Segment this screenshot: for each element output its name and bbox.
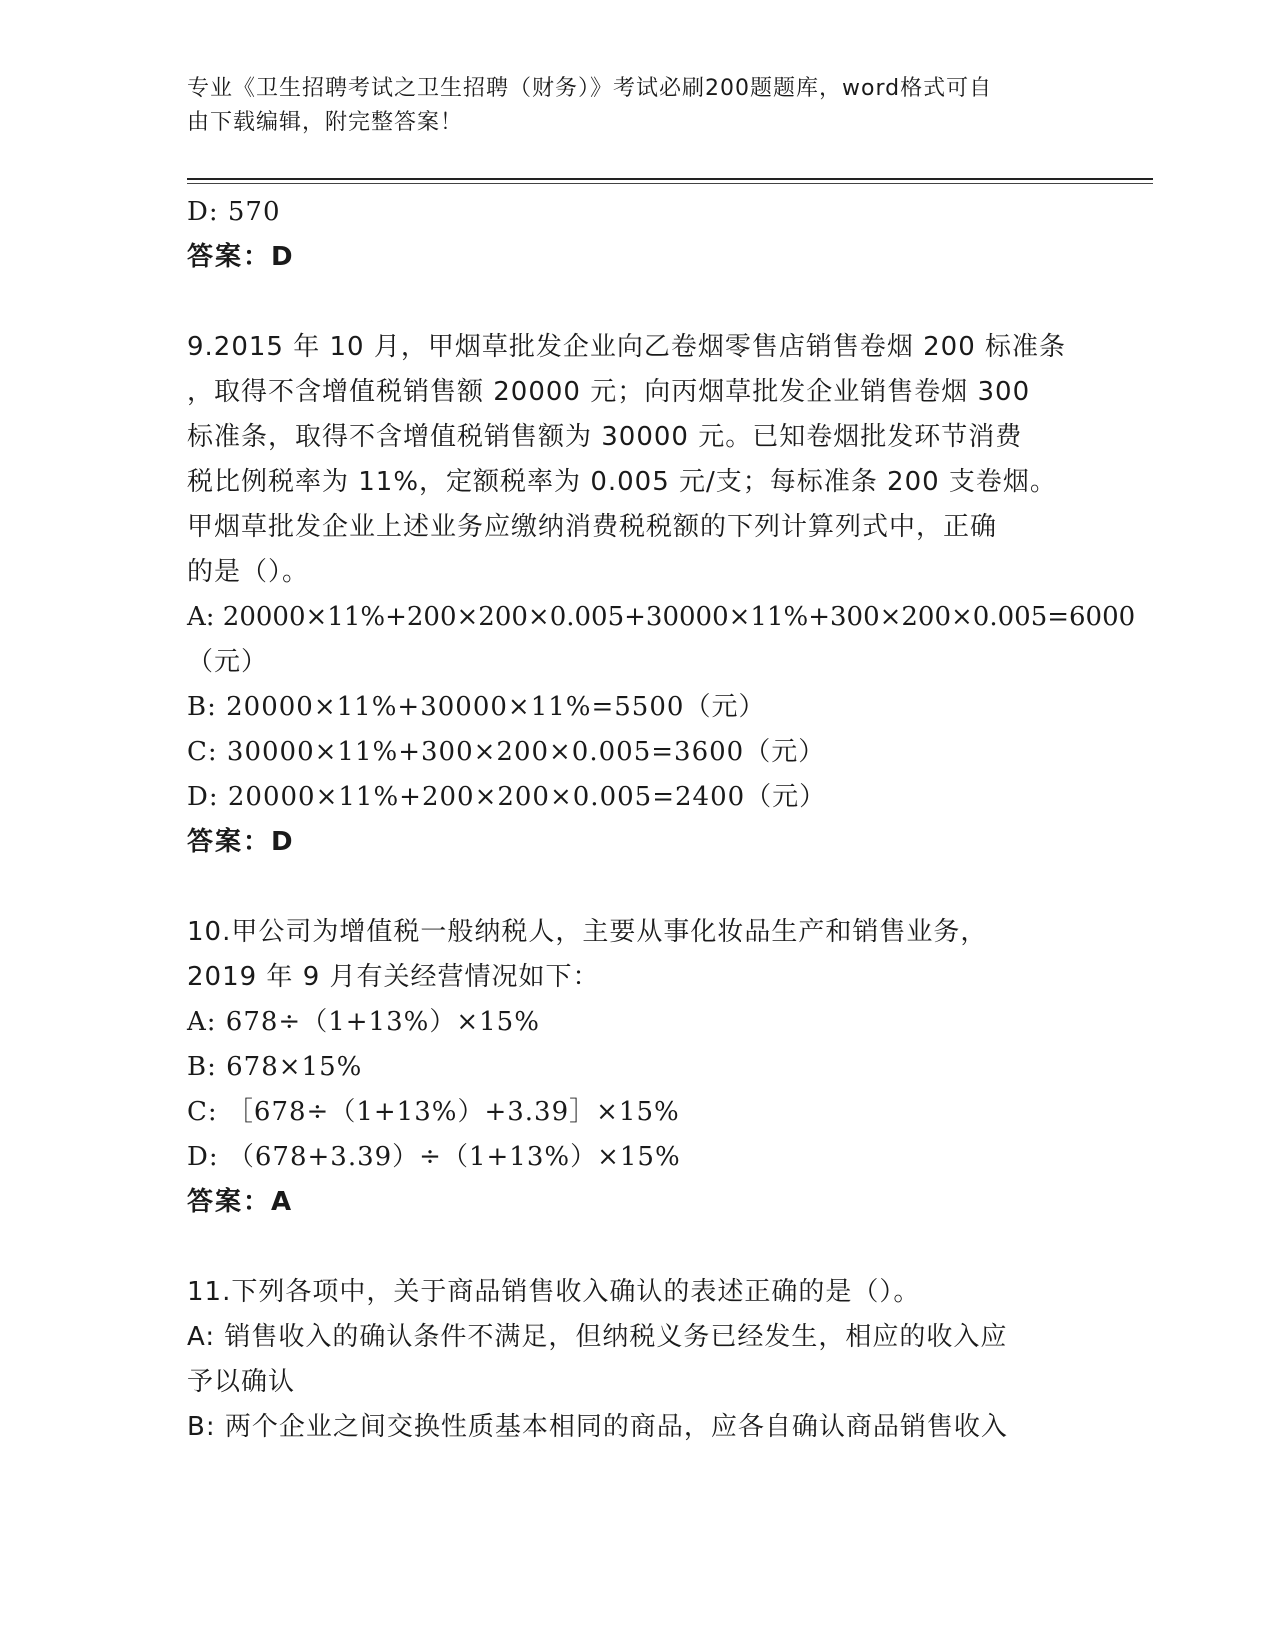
q9-stem-line: ，取得不含增值税销售额 20000 元；向丙烟草批发企业销售卷烟 300 bbox=[187, 377, 1031, 407]
prev-answer: 答案：D bbox=[187, 242, 295, 272]
q9-stem-line: 标准条，取得不含增值税销售额为 30000 元。已知卷烟批发环节消费 bbox=[187, 422, 1023, 452]
q11-option-b: B: 两个企业之间交换性质基本相同的商品，应各自确认商品销售收入 bbox=[187, 1412, 1008, 1442]
q10-option-b: B: 678×15% bbox=[187, 1052, 363, 1082]
q10-stem-line: 2019 年 9 月有关经营情况如下： bbox=[187, 962, 600, 992]
q9-option-a-cont: （元） bbox=[187, 647, 269, 677]
header-divider-thick bbox=[187, 178, 1153, 180]
q11-option-a-cont: 予以确认 bbox=[187, 1367, 296, 1397]
q10-answer: 答案：A bbox=[187, 1187, 294, 1217]
q11-option-a: A: 销售收入的确认条件不满足，但纳税义务已经发生，相应的收入应 bbox=[187, 1322, 1008, 1352]
question-9 bbox=[187, 325, 1136, 865]
q10-option-c: C: ［678÷（1+13%）+3.39］×15% bbox=[187, 1097, 680, 1127]
q9-stem-line: 甲烟草批发企业上述业务应缴纳消费税税额的下列计算列式中，正确 bbox=[187, 512, 998, 542]
q9-option-c: C: 30000×11%+300×200×0.005=3600（元） bbox=[187, 737, 826, 767]
spacer bbox=[187, 280, 1087, 325]
document-header bbox=[187, 72, 1067, 140]
spacer bbox=[187, 865, 1087, 910]
prev-option-d: D: 570 bbox=[187, 197, 281, 227]
q10-stem-line: 10.甲公司为增值税一般纳税人，主要从事化妆品生产和销售业务， bbox=[187, 917, 988, 947]
header-line-1: 专业《卫生招聘考试之卫生招聘（财务）》考试必刷200题题库，word格式可自 bbox=[187, 76, 993, 101]
header-divider-thin bbox=[187, 183, 1153, 184]
q10-option-d: D: （678+3.39）÷（1+13%）×15% bbox=[187, 1142, 681, 1172]
q11-stem: 11.下列各项中，关于商品销售收入确认的表述正确的是（）。 bbox=[187, 1277, 921, 1307]
question-11 bbox=[187, 1270, 1087, 1450]
q9-option-a: A: 20000×11%+200×200×0.005+30000×11%+300×200×0.005=6000 bbox=[187, 602, 1136, 632]
q9-stem-line: 税比例税率为 11%，定额税率为 0.005 元/支；每标准条 200 支卷烟。 bbox=[187, 467, 1057, 497]
header-line-2: 由下载编辑，附完整答案！ bbox=[187, 110, 464, 135]
q9-option-b: B: 20000×11%+30000×11%=5500（元） bbox=[187, 692, 766, 722]
q9-answer: 答案：D bbox=[187, 827, 295, 857]
q10-option-a: A: 678÷（1+13%）×15% bbox=[187, 1007, 540, 1037]
q9-stem-line: 的是（）。 bbox=[187, 557, 310, 587]
spacer bbox=[187, 1225, 1087, 1270]
document-body bbox=[187, 190, 1136, 1450]
question-10 bbox=[187, 910, 1087, 1225]
q9-option-d: D: 20000×11%+200×200×0.005=2400（元） bbox=[187, 782, 827, 812]
q9-stem-line: 9.2015 年 10 月，甲烟草批发企业向乙卷烟零售店销售卷烟 200 标准条 bbox=[187, 332, 1067, 362]
